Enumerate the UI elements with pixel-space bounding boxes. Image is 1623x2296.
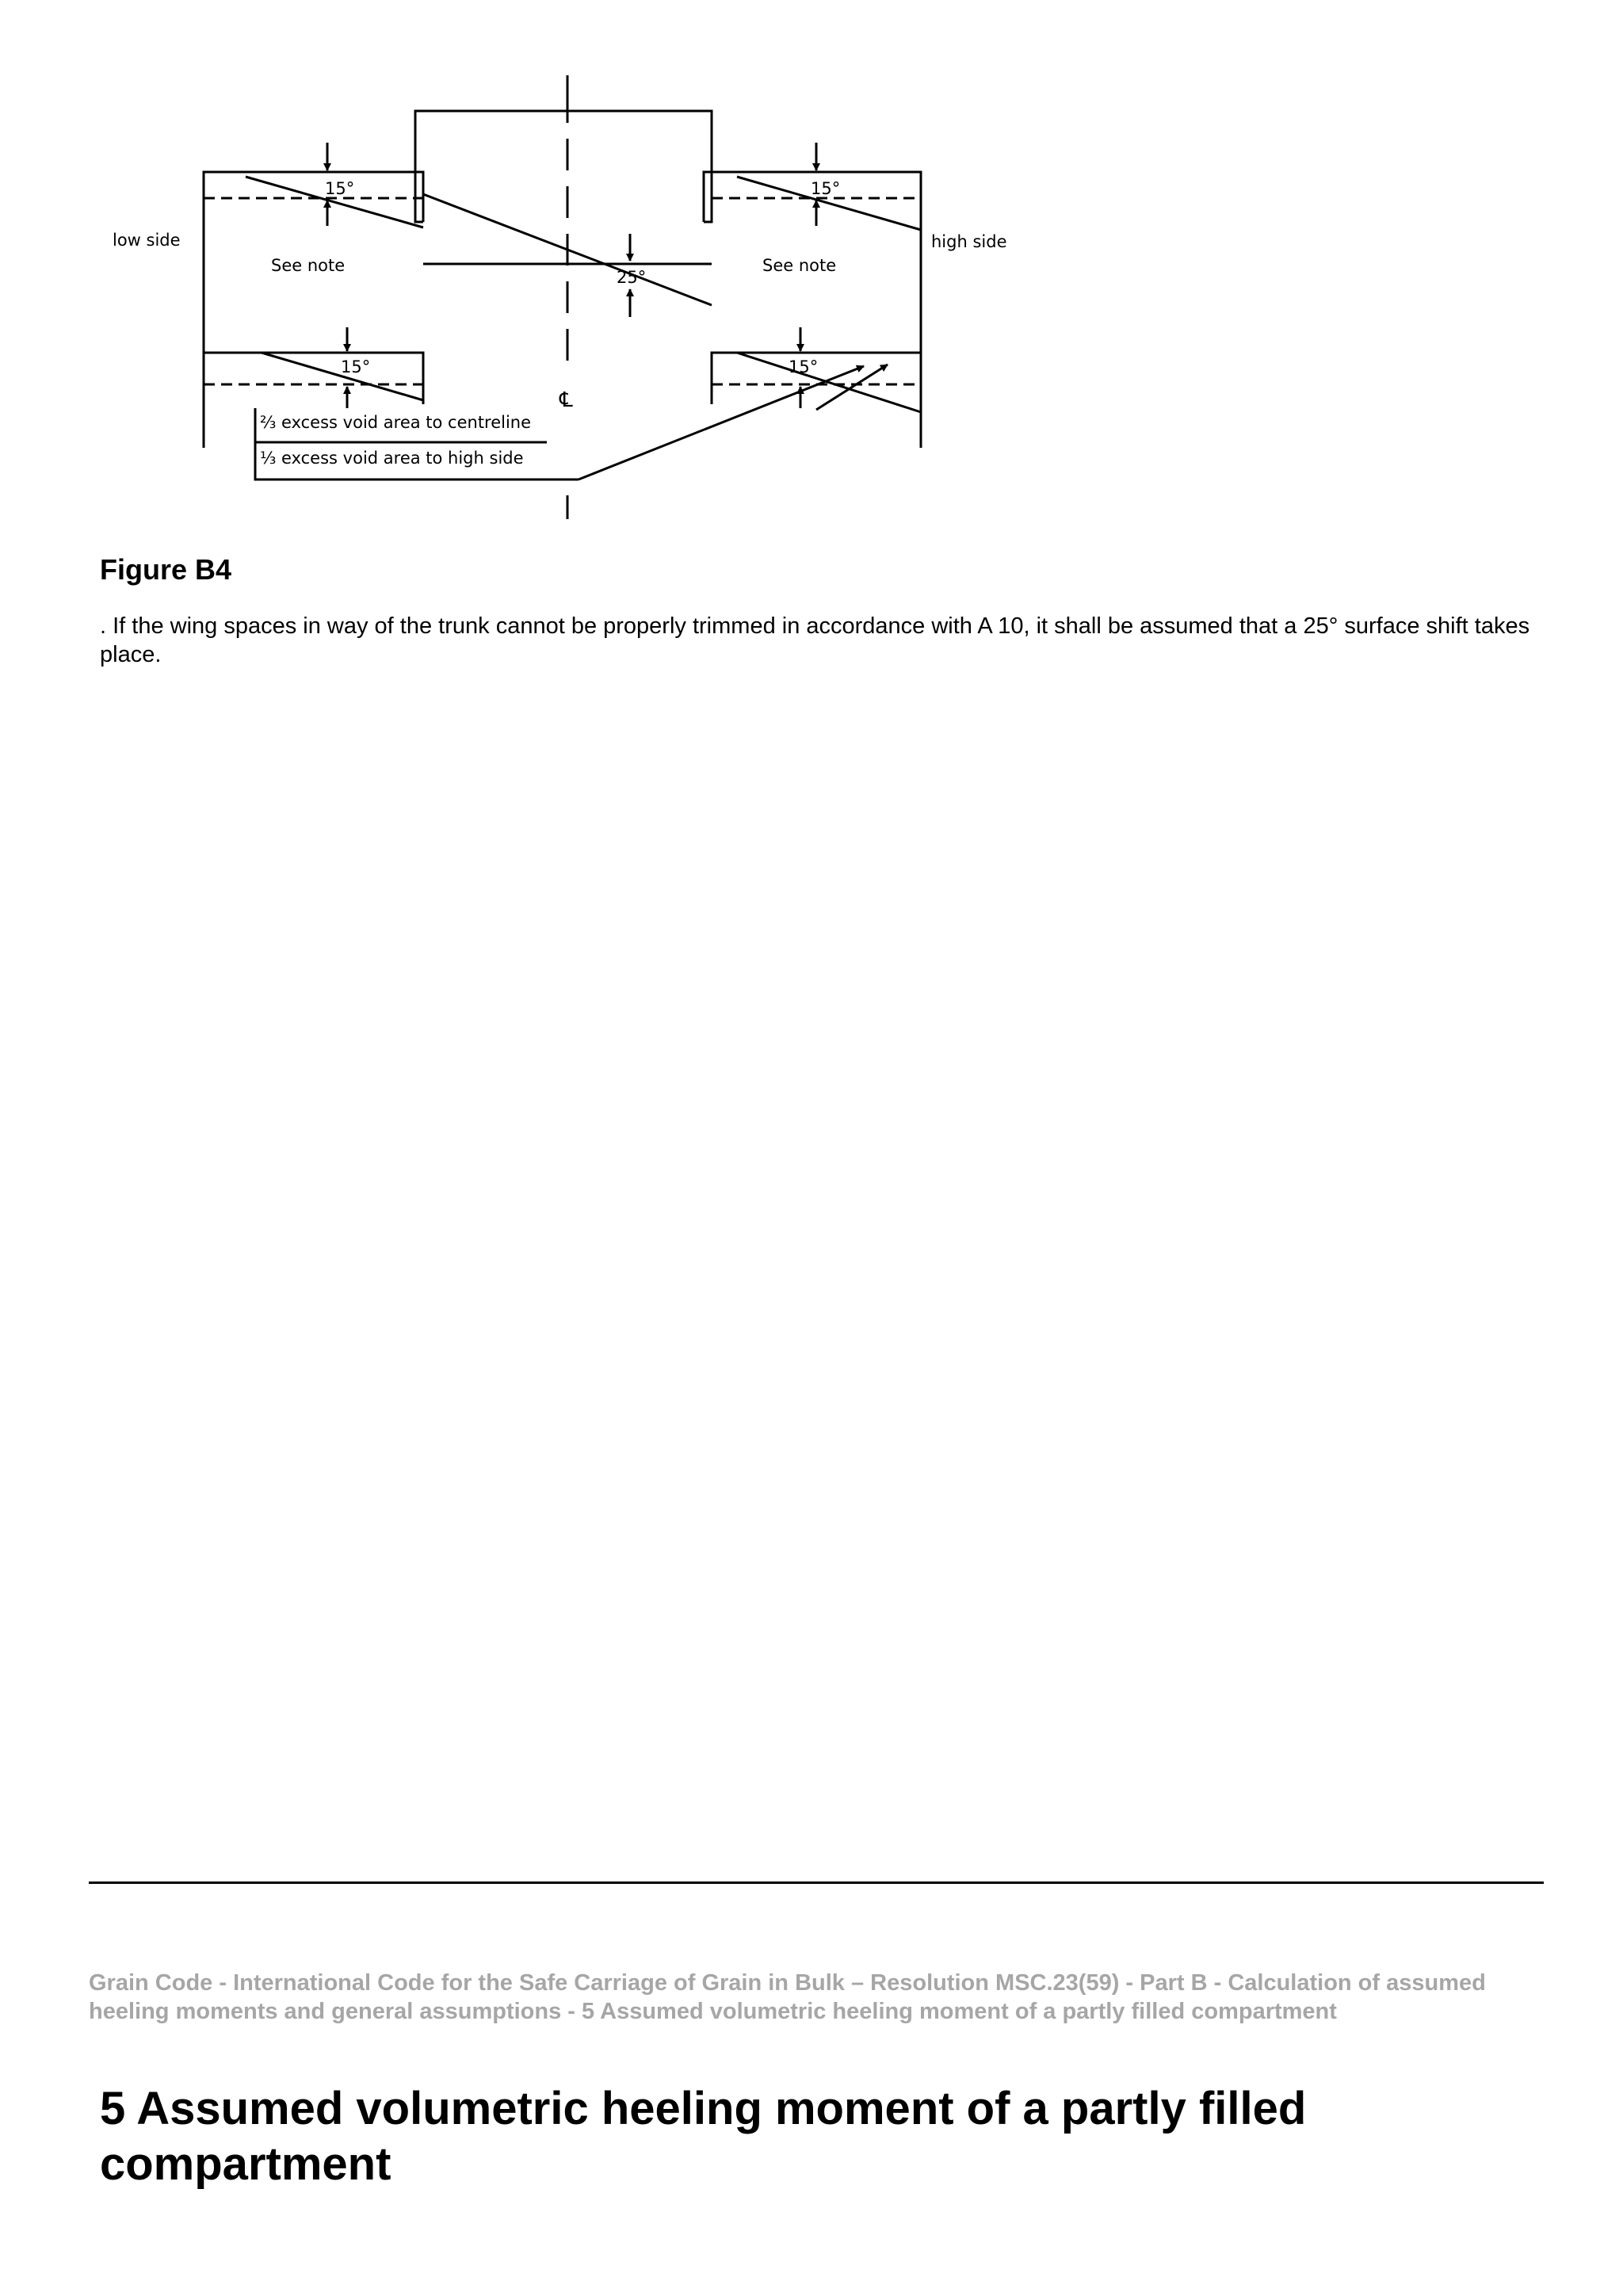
angle-arrows [327,143,819,408]
angle-left-top-label: 15° [325,179,355,198]
low-side-label: low side [113,231,181,250]
angle-right-bottom-label: 15° [789,357,819,376]
section-divider [89,1881,1544,1884]
centreline-symbol: ℄ [559,388,573,412]
body-paragraph: . If the wing spaces in way of the trunk cannot be properly trimmed in accordance with A 10, it shall be assumed that a 25° surface shift takes place. [100,613,1530,667]
dashed-grain-levels [204,198,921,384]
figure-b4-diagram [103,75,1038,535]
note-one-third-label: ⅓ excess void area to high side [260,449,524,468]
section-heading: 5 Assumed volumetric heeling moment of a partly filled compartment [100,2083,1307,2190]
note-two-thirds-label: ⅔ excess void area to centreline [260,413,532,432]
see-note-right-label: See note [762,256,837,275]
angle-centre-label: 25° [617,268,647,287]
high-side-label: high side [931,232,1007,251]
angle-left-bottom-label: 15° [341,357,371,376]
angle-right-top-label: 15° [811,179,841,198]
breadcrumb: Grain Code - International Code for the Safe Carriage of Grain in Bulk – Resolution MSC.23(59) - Part B - Calculation of assumed heeling moments and general assumptions - 5 Assumed volumetric heeling moment of a partly filled compartment [89,1970,1486,2024]
figure-caption: Figure B4 [100,553,232,586]
see-note-left-label: See note [271,256,346,275]
